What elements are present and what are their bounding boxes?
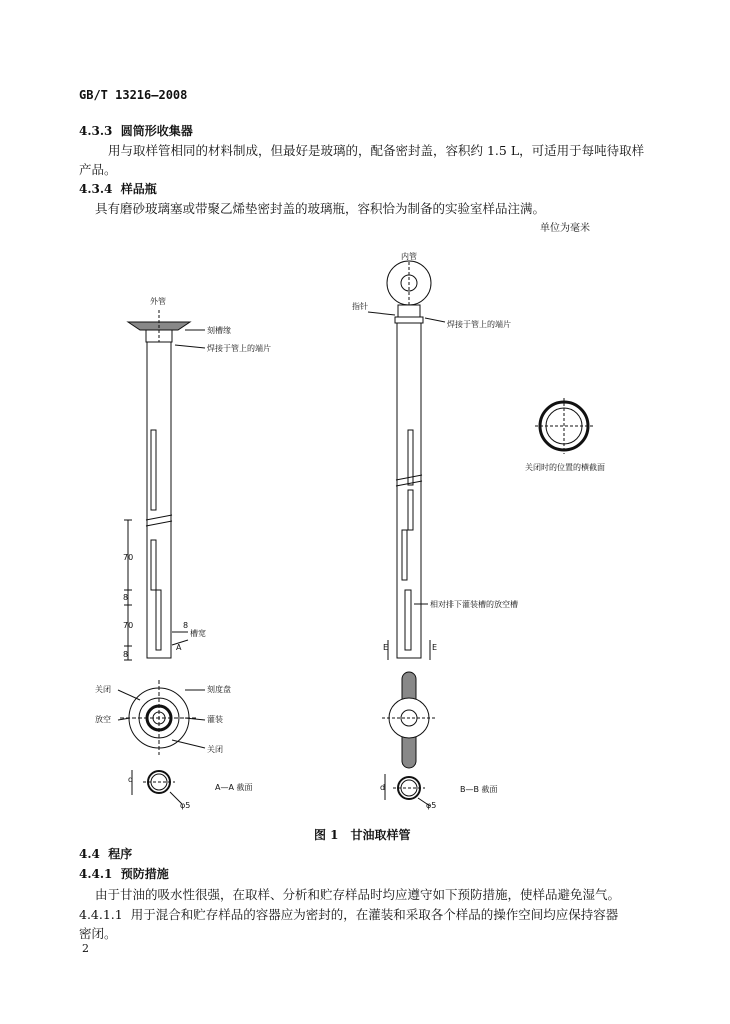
paragraph-line: 具有磨砂玻璃塞或带聚乙烯垫密封盖的玻璃瓶，容积恰为制备的实验室样品注满。 [95, 201, 546, 216]
label-phi-right: φ5 [426, 801, 437, 810]
section-title: 圆筒形收集器 [120, 124, 193, 138]
label-a-mark: A [176, 643, 182, 652]
label-d-left: d [128, 775, 134, 784]
dim-70-upper: 70 [123, 553, 134, 562]
section-title: 程序 [108, 847, 133, 861]
section-number: 4.3.4 [79, 182, 113, 196]
label-closed: 关闭 [95, 685, 111, 694]
unit-note: 单位为毫米 [540, 223, 590, 234]
section-number: 4.3.3 [79, 124, 113, 138]
section-title: 预防措施 [120, 867, 169, 881]
dim-8-lower: 8 [123, 650, 129, 659]
dim-8-right: 8 [183, 621, 189, 630]
label-section-b-b: B—B 截面 [460, 785, 498, 794]
label-d-right: d [380, 783, 386, 792]
label-inner-tube: 内管 [401, 252, 417, 261]
label-groove-width: 槽宽 [190, 629, 206, 638]
label-outer-tube: 外管 [150, 297, 166, 306]
fill-slot [151, 430, 156, 510]
label-empty: 放空 [95, 715, 111, 724]
section-title: 样品瓶 [120, 182, 157, 196]
label-e-left: E [383, 643, 389, 652]
section-4-4-heading [79, 845, 132, 862]
standard-header: GB/T 13216—2008 [79, 88, 188, 102]
label-section-a-a: A—A 截面 [215, 783, 253, 792]
page-number: 2 [82, 942, 89, 955]
paragraph-line: 用于混合和贮存样品的容器应为密封的，在灌装和采取各个样品的操作空间均应保持容器 [130, 907, 619, 922]
paragraph-line: 由于甘油的吸水性很强，在取样、分析和贮存样品时均应遵守如下预防措施，使样品避免湿气。 [95, 887, 621, 902]
label-welded: 焊接于管上的端片 [207, 344, 271, 353]
label-fill: 灌装 [207, 715, 223, 724]
section-number: 4.4.1 [79, 867, 113, 881]
label-e-right: E [432, 643, 438, 652]
label-scale-disc: 刻度盘 [207, 685, 231, 694]
section-4-4-1-heading [79, 865, 169, 882]
label-phi-left: φ5 [180, 801, 191, 810]
label-close2: 关闭 [207, 745, 223, 754]
dim-70-lower: 70 [123, 621, 134, 630]
fill-slot [156, 590, 161, 650]
paragraph-line: 产品。 [79, 162, 117, 177]
label-groove: 刻槽缘 [207, 326, 231, 335]
label-welded-right: 焊接于管上的端片 [447, 320, 511, 329]
inner-tube-collar [398, 305, 420, 317]
label-bottom-hole: 相对排下灌装槽的放空槽 [430, 600, 518, 609]
label-pointer: 指针 [352, 302, 368, 311]
section-number: 4.4.1.1 [79, 907, 123, 922]
paragraph-line: 密闭。 [79, 926, 117, 941]
label-cross-section-closed: 关闭时的位置的横截面 [525, 463, 605, 472]
section-number: 4.4 [79, 847, 100, 861]
figure-caption: 图 1 甘油取样管 [314, 828, 411, 842]
dim-8-upper: 8 [123, 593, 129, 602]
paragraph-line: 用与取样管相同的材料制成，但最好是玻璃的，配备密封盖，容积约 1.5 L，可适用于每吨待取样 [108, 143, 645, 158]
fill-slot [151, 540, 156, 590]
section-4-4-1-1-line [79, 905, 618, 923]
